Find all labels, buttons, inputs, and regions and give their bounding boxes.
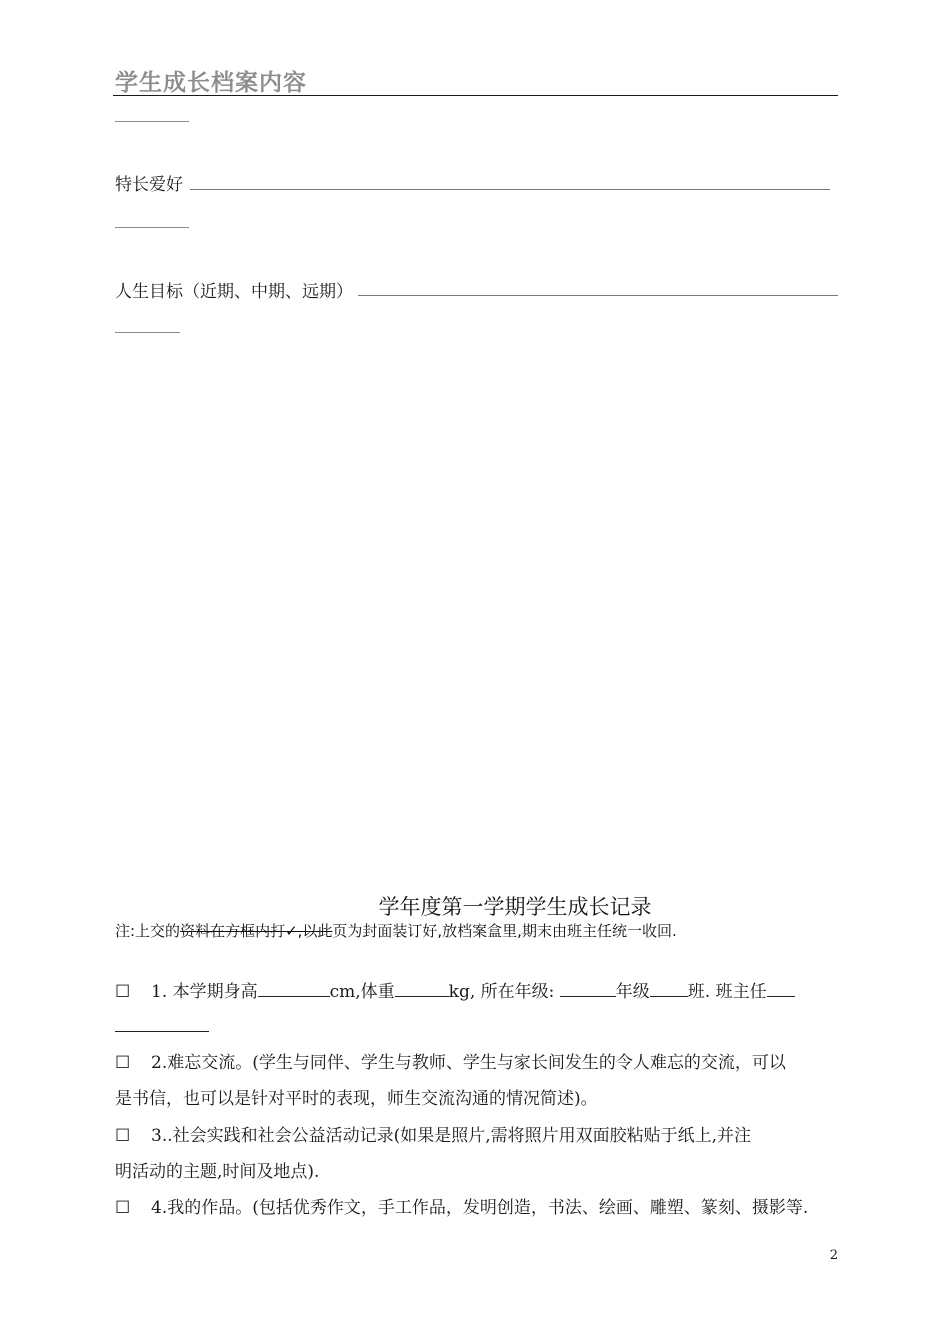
item-1-height-label: 1. 本学期身高 bbox=[151, 982, 258, 1002]
checklist-item-4 bbox=[115, 1198, 808, 1218]
item-1-grade-prefix: kg, 所在年级: bbox=[448, 982, 560, 1002]
field-label-hobbies: 特长爱好 bbox=[115, 175, 183, 195]
record-instruction-note bbox=[115, 920, 677, 941]
weight-blank[interactable] bbox=[395, 980, 449, 997]
item-1-grade-label: 年级 bbox=[615, 982, 650, 1002]
item-3-text-line-2: 明活动的主题,时间及地点). bbox=[115, 1162, 320, 1182]
checkbox-icon[interactable]: ☐ bbox=[115, 1198, 131, 1218]
fill-line-hobbies-continuation[interactable] bbox=[115, 227, 189, 228]
checklist-item-1 bbox=[115, 980, 795, 1002]
checkbox-icon[interactable]: ☐ bbox=[115, 1053, 131, 1073]
page-number: 2 bbox=[829, 1248, 838, 1263]
item-1-weight-label: cm,体重 bbox=[329, 982, 395, 1002]
fill-line-life-goals-continuation[interactable] bbox=[115, 332, 180, 333]
fill-line-life-goals[interactable] bbox=[358, 295, 838, 296]
checkbox-icon[interactable]: ☐ bbox=[115, 1126, 131, 1146]
note-suffix: 页为封面装订好,放档案盒里,期末由班主任统一收回. bbox=[332, 922, 677, 940]
teacher-blank[interactable] bbox=[767, 980, 795, 997]
item-3-text-line-1: 3..社会实践和社会公益活动记录(如果是照片,需将照片用双面胶粘贴于纸上,并注 bbox=[151, 1126, 752, 1146]
checklist-item-3 bbox=[115, 1126, 751, 1146]
grade-blank[interactable] bbox=[560, 980, 616, 997]
field-label-life-goals: 人生目标（近期、中期、远期） bbox=[115, 282, 353, 302]
document-header-title: 学生成长档案内容 bbox=[115, 70, 307, 96]
checklist-item-2 bbox=[115, 1053, 786, 1073]
fill-line-continuation bbox=[115, 121, 189, 122]
record-section-title: 学年度第一学期学生成长记录 bbox=[378, 895, 652, 919]
height-blank[interactable] bbox=[258, 980, 330, 997]
checkbox-icon[interactable]: ☐ bbox=[115, 982, 131, 1002]
note-prefix: 注:上交的 bbox=[115, 922, 181, 940]
header-divider bbox=[113, 95, 838, 96]
item-2-text-line-2: 是书信，也可以是针对平时的表现，师生交流沟通的情况简述)。 bbox=[115, 1089, 598, 1109]
teacher-blank-continuation[interactable] bbox=[115, 1031, 209, 1032]
class-blank[interactable] bbox=[650, 980, 688, 997]
item-1-teacher-label: 班. 班主任 bbox=[687, 982, 767, 1002]
item-2-text-line-1: 2.难忘交流。(学生与同伴、学生与教师、学生与家长间发生的令人难忘的交流，可以 bbox=[151, 1053, 786, 1073]
note-strikethrough-text: 资料在方框内打✓,以此 bbox=[180, 922, 333, 940]
item-4-text-line-1: 4.我的作品。(包括优秀作文，手工作品，发明创造，书法、绘画、雕塑、篆刻、摄影等. bbox=[151, 1198, 809, 1218]
fill-line-hobbies[interactable] bbox=[190, 189, 830, 190]
